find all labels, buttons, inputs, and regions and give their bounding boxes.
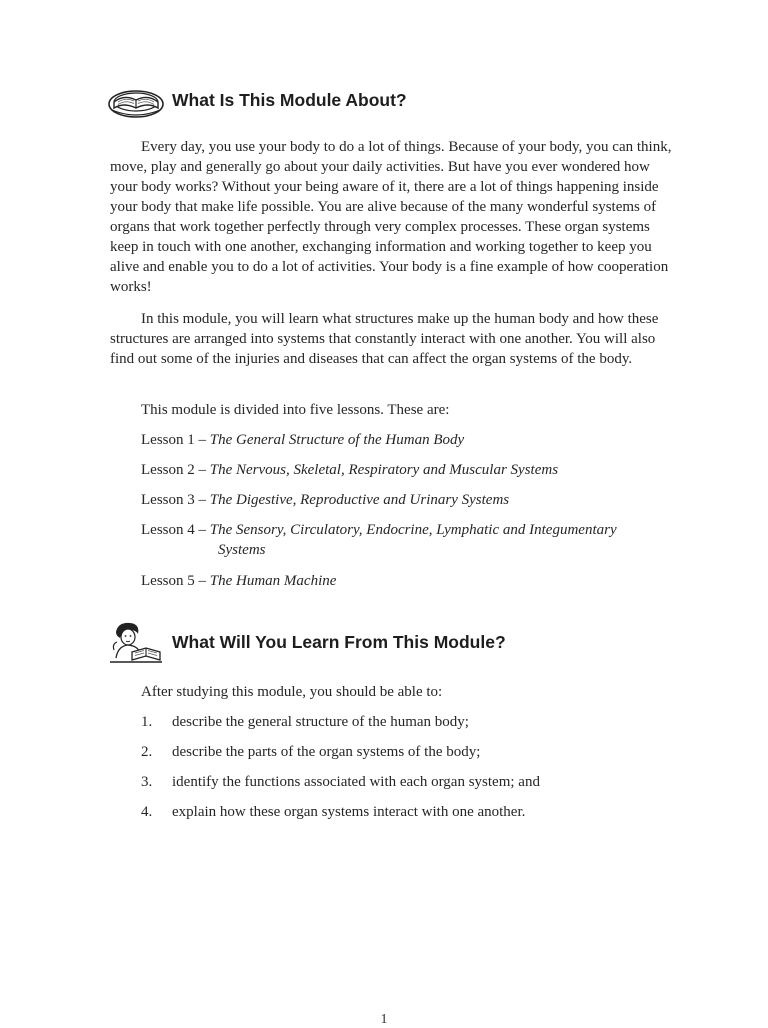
- module-overview-paragraph: [110, 309, 676, 369]
- lesson-item-1: [141, 430, 681, 450]
- paragraph-1: Every day, you use your body to do a lot of things. Because of your body, you can think, move, play and generally go about your daily activities. But have you ever wondered how your body works? Without your being aware of it, there are a lot of things happening inside your body that make life possible. You are alive because of the many wonderful systems of organs that work together perfectly through very complex processes. These organ systems keep in touch with one another, exchanging information and working together to keep you alive and enable you to do a lot of activities. Your body is a fine example of how cooperation works!: [110, 139, 672, 295]
- lesson-name: The Digestive, Reproductive and Urinary Systems: [209, 492, 510, 508]
- section-header-about: [108, 78, 407, 122]
- section-header-learn: [108, 620, 506, 664]
- objective-number: 4.: [141, 804, 153, 820]
- objective-text: explain how these organ systems interact with one another.: [172, 804, 526, 820]
- intro-paragraph: [110, 137, 676, 297]
- student-reading-icon: [108, 620, 164, 664]
- open-book-icon: [108, 80, 164, 120]
- objective-item-2: [141, 742, 480, 762]
- lesson-item-5: [141, 571, 681, 591]
- lesson-label: Lesson 5 –: [141, 573, 210, 589]
- objective-number: 1.: [141, 714, 153, 730]
- objective-item-4: [141, 802, 525, 822]
- lesson-label: Lesson 4 –: [141, 522, 210, 538]
- lesson-label: Lesson 3 –: [141, 492, 210, 508]
- objective-text: describe the general structure of the human body;: [172, 714, 469, 730]
- paragraph-2: In this module, you will learn what structures make up the human body and how these structures are arranged into systems that constantly interact with one another. You will also find out some of the injuries and diseases that can affect the organ systems of the body.: [110, 311, 659, 367]
- lesson-name: The Human Machine: [209, 573, 337, 589]
- lessons-intro: This module is divided into five lessons. These are:: [141, 402, 450, 418]
- lesson-name: The General Structure of the Human Body: [209, 432, 465, 448]
- lesson-item-3: [141, 490, 681, 510]
- lesson-item-4: [141, 520, 681, 560]
- objective-number: 2.: [141, 744, 153, 760]
- objectives-intro: After studying this module, you should be able to:: [141, 684, 443, 700]
- objective-number: 3.: [141, 774, 153, 790]
- page-number: 1: [380, 1012, 388, 1027]
- objective-item-3: [141, 772, 540, 792]
- lesson-label: Lesson 1 –: [141, 432, 210, 448]
- lesson-name: The Nervous, Skeletal, Respiratory and Muscular Systems: [209, 462, 559, 478]
- objective-text: identify the functions associated with each organ system; and: [172, 774, 540, 790]
- objective-text: describe the parts of the organ systems of the body;: [172, 744, 481, 760]
- lesson-name: The Sensory, Circulatory, Endocrine, Lymphatic and Integumentary: [209, 522, 617, 538]
- lesson-item-2: [141, 460, 681, 480]
- section-title-learn: What Will You Learn From This Module?: [172, 631, 506, 652]
- objective-item-1: [141, 712, 469, 732]
- lesson-name-continued: Systems: [218, 542, 266, 558]
- lesson-label: Lesson 2 –: [141, 462, 210, 478]
- section-title-about: What Is This Module About?: [172, 89, 407, 110]
